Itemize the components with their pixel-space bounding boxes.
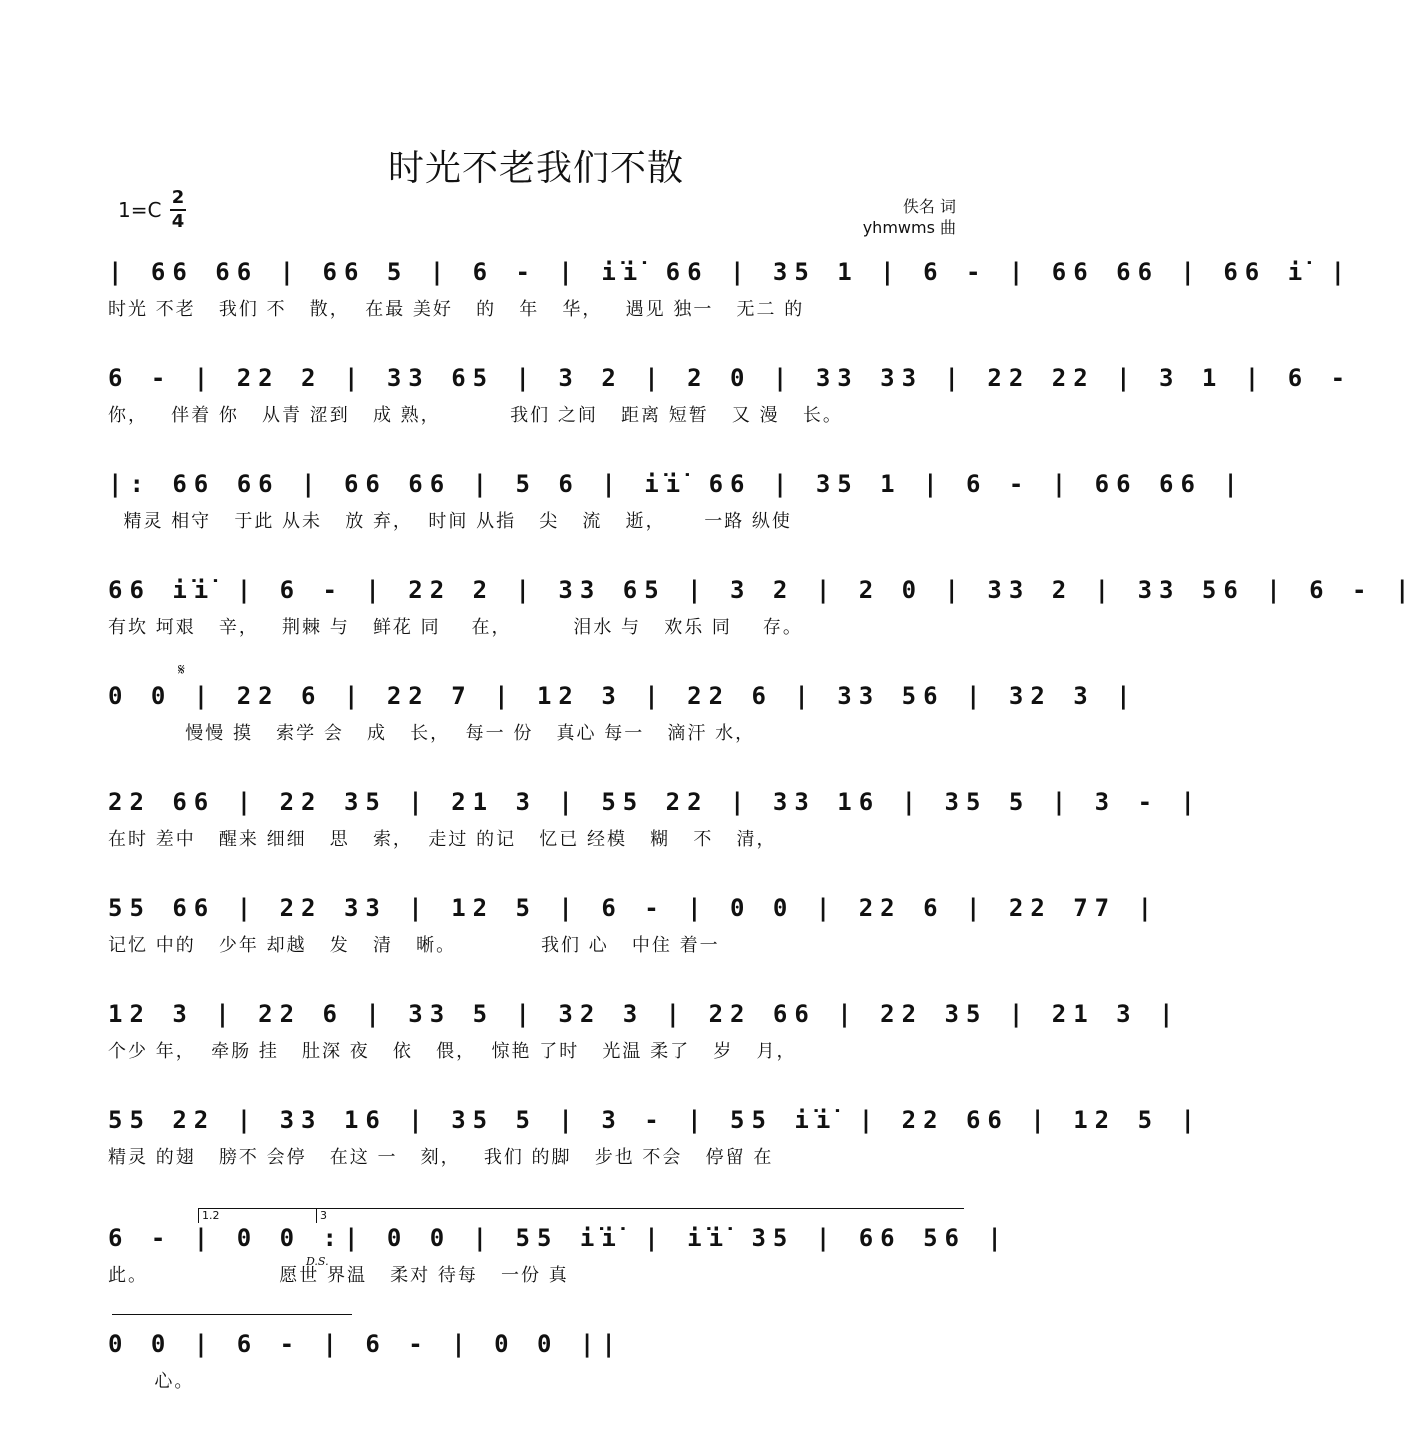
volta-continuation-line <box>112 1314 352 1315</box>
dal-segno-mark: D.S. <box>306 1255 329 1268</box>
notation-line: 66 i̇i̇ | 6 - | 22 2 | 33 65 | 3 2 | 2 0 | 33 2 | 33 56 | 6 - | <box>108 576 1416 604</box>
volta-second-ending: 3 <box>316 1208 964 1223</box>
lyrics-line: 精灵 的翅 膀不 会停 在这 一 刻， 我们 的脚 步也 不会 停留 在 <box>108 1147 774 1168</box>
lyrics-line: 时光 不老 我们 不 散， 在最 美好 的 年 华， 遇见 独一 无二 的 <box>108 299 805 320</box>
notation-line: 12 3 | 22 6 | 33 5 | 32 3 | 22 66 | 22 35 | 21 3 | <box>108 1000 1181 1028</box>
score-row <box>108 1324 964 1404</box>
score-row <box>108 1100 1202 1180</box>
key-signature: 1=C <box>118 198 162 222</box>
score-row <box>108 994 1181 1074</box>
composer-credit: yhmwms 曲 <box>862 218 956 237</box>
lyrics-line: 有坎 坷艰 辛， 荆棘 与 鲜花 同 在， 泪水 与 欢乐 同 存。 <box>108 617 803 638</box>
score-row <box>108 570 1416 650</box>
notation-line: 6 - | 0 0 :| 0 0 | 55 i̇i̇ | i̇i̇ 35 | 66 56 | <box>108 1224 1009 1252</box>
notation-line: | 66 66 | 66 5 | 6 - | i̇i̇ 66 | 35 1 | 6 - | 66 66 | 66 i̇ | <box>108 258 1353 286</box>
notation-line: 55 66 | 22 33 | 12 5 | 6 - | 0 0 | 22 6 | 22 77 | <box>108 894 1160 922</box>
lyricist-credit: 佚名 词 <box>902 197 956 216</box>
score-row <box>108 888 1160 968</box>
time-signature <box>170 188 186 232</box>
lyrics-line: 记忆 中的 少年 却越 发 清 晰。 我们 心 中住 着一 <box>108 935 720 956</box>
lyrics-line: 个少 年， 牵肠 挂 肚深 夜 依 偎， 惊艳 了时 光温 柔了 岁 月， <box>108 1041 797 1062</box>
lyrics-line: 你， 伴着 你 从青 涩到 成 熟， 我们 之间 距离 短暂 又 漫 长。 <box>108 405 843 426</box>
time-signature-top: 2 <box>171 187 185 208</box>
score-row <box>108 782 1202 862</box>
score-row <box>108 464 1245 544</box>
score-row <box>108 358 1353 438</box>
notation-line: |: 66 66 | 66 66 | 5 6 | i̇i̇ 66 | 35 1 | 6 - | 66 66 | <box>108 470 1245 498</box>
notation-line: 6 - | 22 2 | 33 65 | 3 2 | 2 0 | 33 33 | 22 22 | 3 1 | 6 - <box>108 364 1353 392</box>
notation-line: 22 66 | 22 35 | 21 3 | 55 22 | 33 16 | 35 5 | 3 - | <box>108 788 1202 816</box>
score-row <box>108 1218 1009 1298</box>
lyrics-line: 此。 愿世 界温 柔对 待每 一份 真 <box>108 1265 569 1286</box>
notation-line: 0 0 | 22 6 | 22 7 | 12 3 | 22 6 | 33 56 | 32 3 | <box>108 682 1138 710</box>
lyrics-line: 在时 差中 醒来 细细 思 索， 走过 的记 忆已 经模 糊 不 清， <box>108 829 777 850</box>
notation-line: 55 22 | 33 16 | 35 5 | 3 - | 55 i̇i̇ | 22 66 | 12 5 | <box>108 1106 1202 1134</box>
lyrics-line: 心。 <box>108 1371 195 1392</box>
score-row <box>108 252 1353 332</box>
song-title: 时光不老我们不散 <box>387 148 684 189</box>
lyrics-line: 精灵 相守 于此 从未 放 弃， 时间 从指 尖 流 逝， 一路 纵使 <box>108 511 792 532</box>
score-row <box>108 676 1138 756</box>
lyrics-line: 慢慢 摸 索学 会 成 长， 每一 份 真心 每一 滴汗 水， <box>108 723 756 744</box>
time-signature-bottom: 4 <box>171 211 185 232</box>
segno-mark: 𝄋 <box>178 660 185 679</box>
notation-line: 0 0 | 6 - | 6 - | 0 0 || <box>108 1330 623 1358</box>
volta-first-ending: 1.2 <box>198 1208 320 1223</box>
